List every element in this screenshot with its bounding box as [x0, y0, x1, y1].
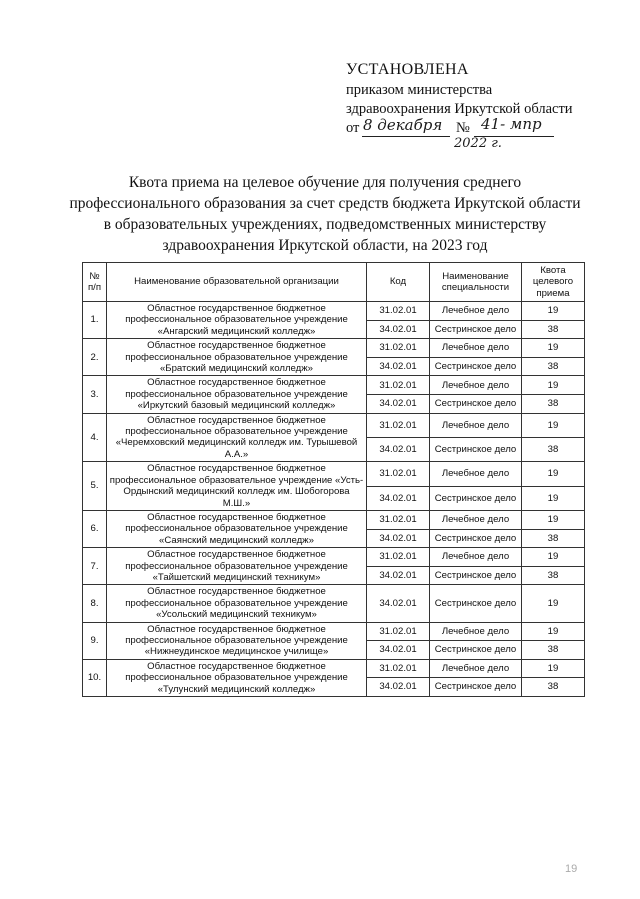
quota-value: 38 — [522, 529, 585, 548]
quota-value: 19 — [522, 622, 585, 641]
specialty-name: Сестринское дело — [430, 566, 522, 585]
organization-name: Областное государственное бюджетное профессиональное образовательное учреждение «Тулунский медицинский колледж» — [107, 659, 367, 696]
specialty-code: 31.02.01 — [367, 510, 430, 529]
specialty-name: Сестринское дело — [430, 357, 522, 376]
row-number: 5. — [83, 462, 107, 511]
row-number: 8. — [83, 585, 107, 622]
specialty-code: 34.02.01 — [367, 320, 430, 339]
specialty-name: Лечебное дело — [430, 462, 522, 486]
specialty-code: 31.02.01 — [367, 302, 430, 321]
approval-line-1: приказом министерства — [346, 82, 493, 98]
quota-value: 19 — [522, 376, 585, 395]
row-number: 4. — [83, 413, 107, 462]
specialty-name: Сестринское дело — [430, 437, 522, 461]
quota-value: 38 — [522, 437, 585, 461]
specialty-name: Сестринское дело — [430, 395, 522, 414]
quota-value: 19 — [522, 659, 585, 678]
specialty-name: Лечебное дело — [430, 302, 522, 321]
quota-value: 19 — [522, 339, 585, 358]
specialty-code: 34.02.01 — [367, 437, 430, 461]
organization-name: Областное государственное бюджетное профессиональное образовательное учреждение «Ангарский медицинский колледж» — [107, 302, 367, 339]
handwritten-date: 8 декабря — [363, 116, 443, 134]
specialty-code: 31.02.01 — [367, 376, 430, 395]
row-number: 6. — [83, 510, 107, 547]
quota-value: 38 — [522, 395, 585, 414]
quota-value: 19 — [522, 486, 585, 510]
specialty-code: 31.02.01 — [367, 622, 430, 641]
title-line-4: здравоохранения Иркутской области, на 2023 год — [162, 237, 488, 254]
handwritten-year: 2022 г. — [454, 136, 502, 151]
title-line-1: Квота приема на целевое обучение для получения среднего — [128, 174, 522, 191]
organization-name: Областное государственное бюджетное профессиональное образовательное учреждение «Иркутский базовый медицинский колледж» — [107, 376, 367, 413]
specialty-name: Лечебное дело — [430, 622, 522, 641]
quota-value: 38 — [522, 320, 585, 339]
specialty-code: 34.02.01 — [367, 585, 430, 622]
table-row — [83, 376, 585, 395]
table-row — [83, 585, 585, 622]
approval-stamp — [346, 60, 606, 153]
row-number: 7. — [83, 548, 107, 585]
organization-name: Областное государственное бюджетное профессиональное образовательное учреждение «Черемховский медицинский колледж им. Турышевой А.А.» — [107, 413, 367, 462]
header-num: № п/п — [83, 263, 107, 302]
number-label: № — [456, 120, 470, 136]
quota-value: 38 — [522, 641, 585, 660]
specialty-name: Лечебное дело — [430, 339, 522, 358]
specialty-name: Лечебное дело — [430, 376, 522, 395]
order-date-number — [346, 115, 606, 153]
page-number: 19 — [565, 863, 578, 875]
specialty-name: Лечебное дело — [430, 548, 522, 567]
quota-value: 38 — [522, 566, 585, 585]
row-number: 2. — [83, 339, 107, 376]
header-spec: Наименование специальности — [430, 263, 522, 302]
specialty-name: Сестринское дело — [430, 678, 522, 697]
table-row — [83, 548, 585, 567]
row-number: 9. — [83, 622, 107, 659]
specialty-name: Сестринское дело — [430, 585, 522, 622]
specialty-name: Сестринское дело — [430, 641, 522, 660]
organization-name: Областное государственное бюджетное профессиональное образовательное учреждение «Усть-Ордынский медицинский колледж им. Шобогорова М.Ш.» — [107, 462, 367, 511]
specialty-name: Сестринское дело — [430, 529, 522, 548]
specialty-code: 34.02.01 — [367, 566, 430, 585]
organization-name: Областное государственное бюджетное профессиональное образовательное учреждение «Тайшетский медицинский техникум» — [107, 548, 367, 585]
specialty-code: 34.02.01 — [367, 486, 430, 510]
quota-value: 19 — [522, 462, 585, 486]
table-row — [83, 462, 585, 486]
quota-value: 38 — [522, 357, 585, 376]
quota-value: 19 — [522, 510, 585, 529]
row-number: 3. — [83, 376, 107, 413]
table-row — [83, 302, 585, 321]
specialty-code: 34.02.01 — [367, 678, 430, 697]
quota-table — [82, 262, 585, 697]
row-number: 1. — [83, 302, 107, 339]
approval-heading: УСТАНОВЛЕНА — [346, 61, 469, 78]
quota-value: 19 — [522, 585, 585, 622]
approval-line-2: здравоохранения Иркутской области — [346, 101, 573, 117]
table-header-row — [83, 263, 585, 302]
specialty-code: 31.02.01 — [367, 462, 430, 486]
specialty-code: 31.02.01 — [367, 659, 430, 678]
title-line-2: профессионального образования за счет средств бюджета Иркутской области — [69, 195, 581, 212]
specialty-code: 34.02.01 — [367, 529, 430, 548]
quota-value: 38 — [522, 678, 585, 697]
row-number: 10. — [83, 659, 107, 696]
date-prefix: от — [346, 120, 360, 136]
header-quota: Квота целевого приема — [522, 263, 585, 302]
header-org: Наименование образовательной организации — [107, 263, 367, 302]
specialty-code: 34.02.01 — [367, 357, 430, 376]
specialty-code: 31.02.01 — [367, 413, 430, 437]
table-row — [83, 413, 585, 437]
quota-value: 19 — [522, 548, 585, 567]
specialty-name: Лечебное дело — [430, 510, 522, 529]
document-title — [60, 172, 590, 256]
specialty-code: 34.02.01 — [367, 395, 430, 414]
organization-name: Областное государственное бюджетное профессиональное образовательное учреждение «Саянский медицинский колледж» — [107, 510, 367, 547]
handwritten-number: 41- мпр — [481, 115, 542, 133]
table-row — [83, 659, 585, 678]
specialty-code: 31.02.01 — [367, 548, 430, 567]
specialty-name: Сестринское дело — [430, 320, 522, 339]
specialty-name: Лечебное дело — [430, 659, 522, 678]
table-row — [83, 339, 585, 358]
table-row — [83, 622, 585, 641]
table-body — [83, 302, 585, 697]
organization-name: Областное государственное бюджетное профессиональное образовательное учреждение «Усольский медицинский техникум» — [107, 585, 367, 622]
table-row — [83, 510, 585, 529]
organization-name: Областное государственное бюджетное профессиональное образовательное учреждение «Братский медицинский колледж» — [107, 339, 367, 376]
header-code: Код — [367, 263, 430, 302]
organization-name: Областное государственное бюджетное профессиональное образовательное учреждение «Нижнеудинское медицинское училище» — [107, 622, 367, 659]
specialty-code: 34.02.01 — [367, 641, 430, 660]
quota-value: 19 — [522, 413, 585, 437]
specialty-name: Сестринское дело — [430, 486, 522, 510]
title-line-3: в образовательных учреждениях, подведомственных министерству — [103, 216, 547, 233]
quota-value: 19 — [522, 302, 585, 321]
specialty-name: Лечебное дело — [430, 413, 522, 437]
specialty-code: 31.02.01 — [367, 339, 430, 358]
